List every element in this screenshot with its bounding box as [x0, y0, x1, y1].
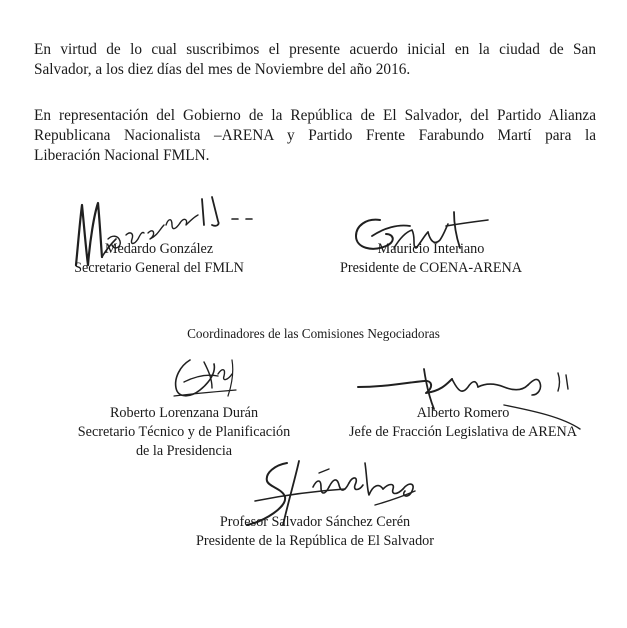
closing-paragraph [34, 40, 596, 80]
signature-lorenzana [160, 352, 250, 412]
representation-paragraph-line-1: En representación del Gobierno de la República de El Salvador, del Partido Alianza [34, 107, 596, 124]
signatory-name: Mauricio Interiano [377, 241, 485, 257]
signatory-name: Medardo González [104, 241, 214, 257]
signatory-title: Presidente de la República de El Salvador [196, 533, 434, 549]
representation-paragraph-line-3: Liberación Nacional FMLN. [34, 147, 210, 164]
signatory-title: Secretario General del FMLN [74, 260, 244, 276]
signatory-title: Jefe de Fracción Legislativa de ARENA [348, 424, 578, 440]
representation-paragraph-line-2: Republicana Nacionalista –ARENA y Partido Frente Farabundo Martí para la [34, 127, 596, 144]
signatory-lorenzana [64, 404, 304, 461]
closing-paragraph-line-2: Salvador, a los diez días del mes de Noviembre del año 2016. [34, 61, 411, 78]
signatory-title-line-1: Secretario Técnico y de Planificación [77, 424, 291, 440]
coordinators-heading: Coordinadores de las Comisiones Negociadoras [187, 326, 440, 341]
signatory-romero [338, 404, 588, 442]
signatory-name: Profesor Salvador Sánchez Cerén [219, 514, 411, 530]
signatory-name: Roberto Lorenzana Durán [109, 405, 259, 421]
signatory-title-line-2: de la Presidencia [135, 443, 233, 459]
signatory-interiano [326, 240, 536, 278]
signatory-name: Alberto Romero [416, 405, 510, 421]
representation-paragraph [34, 106, 596, 166]
closing-paragraph-line-1: En virtud de lo cual suscribimos el presente acuerdo inicial en la ciudad de San [34, 41, 596, 58]
signatory-gonzalez [64, 240, 254, 278]
signatory-title: Presidente de COENA-ARENA [339, 260, 523, 276]
signatory-sanchez [150, 513, 480, 551]
